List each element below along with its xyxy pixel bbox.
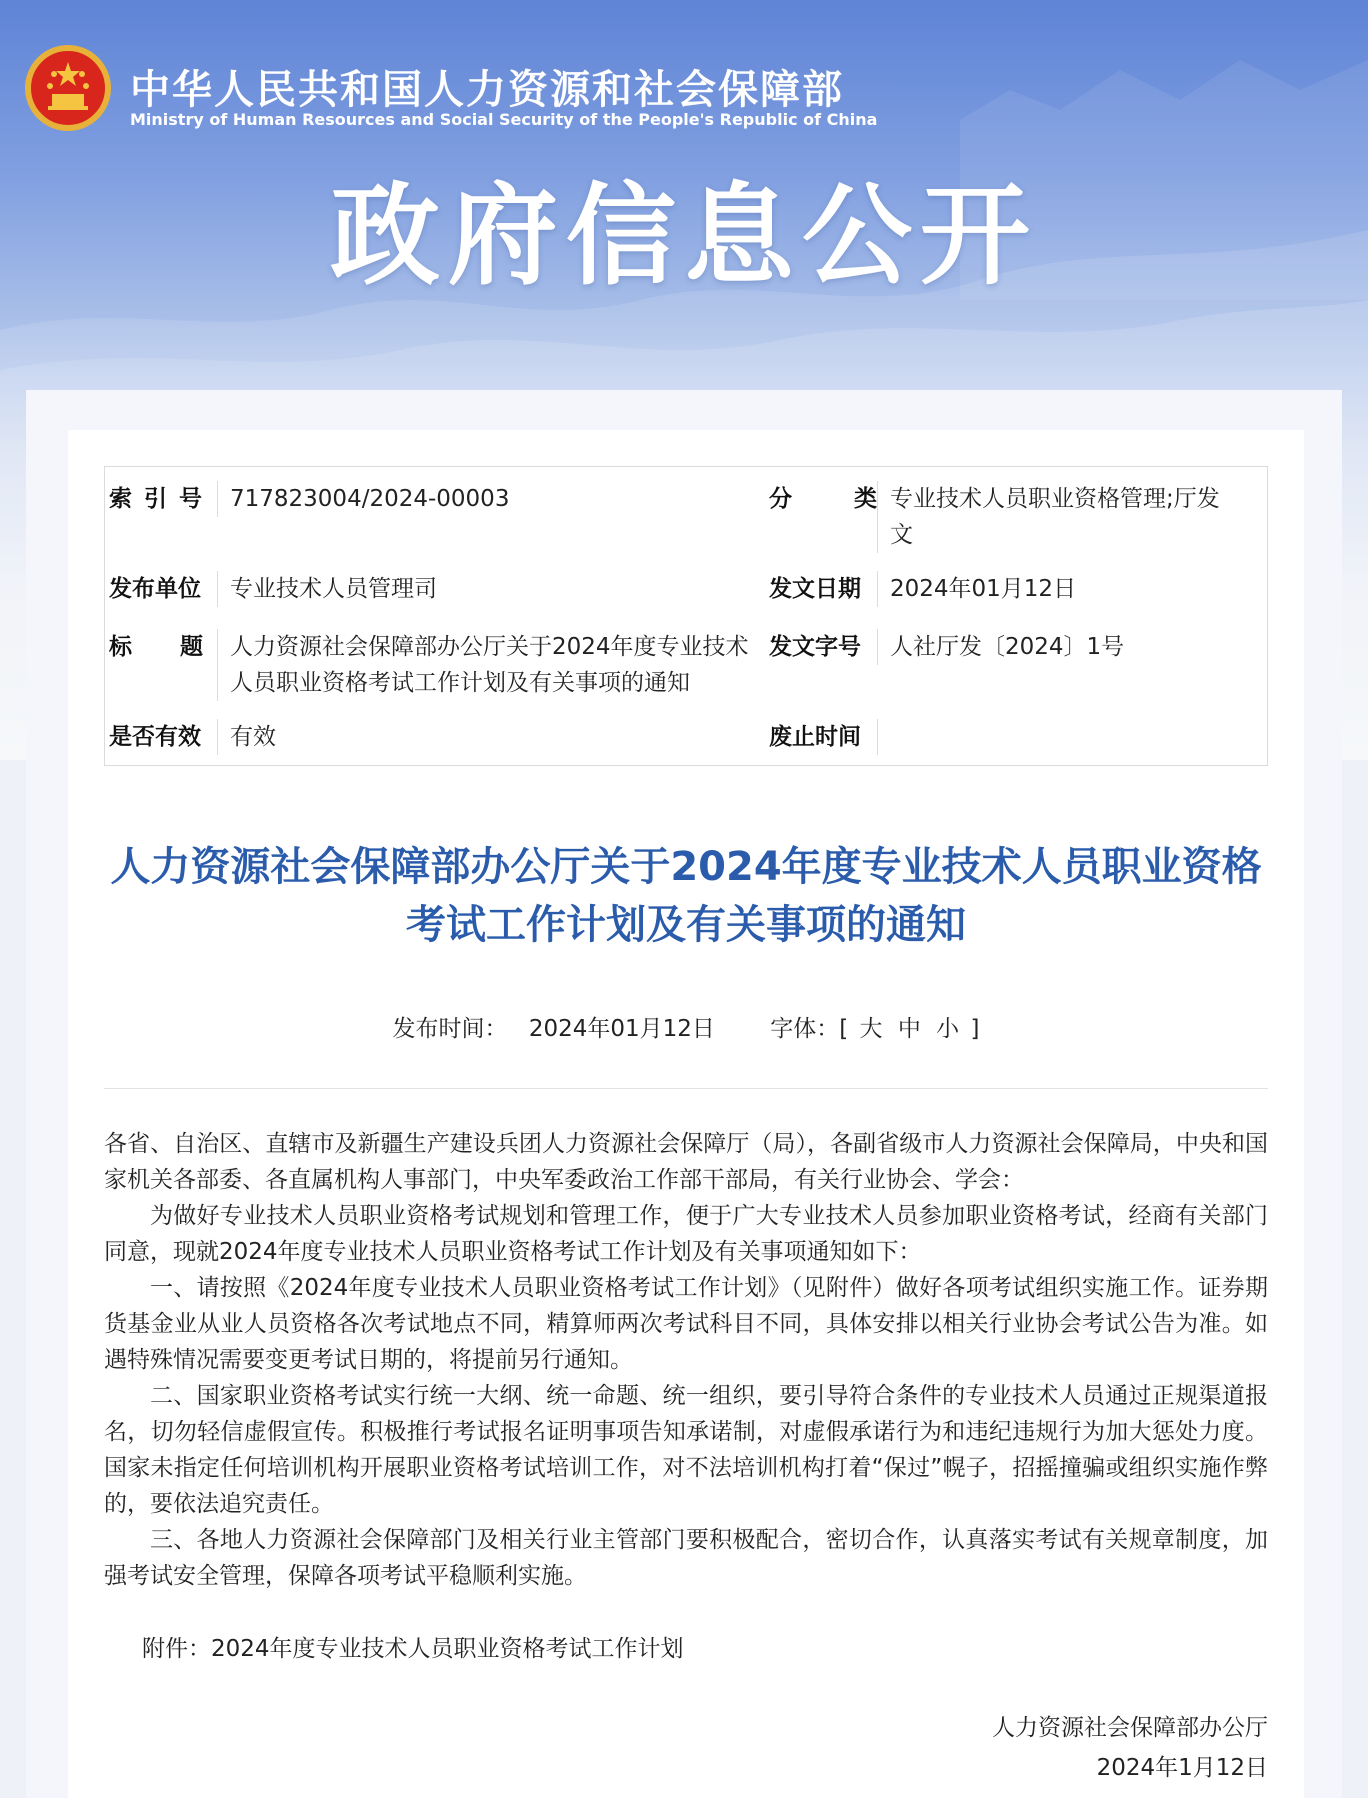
attachment-link[interactable]: 附件：2024年度专业技术人员职业资格考试工作计划	[142, 1636, 684, 1662]
signoff-organization: 人力资源社会保障部办公厅	[992, 1715, 1268, 1741]
font-size-large-button[interactable]: 大	[859, 1016, 883, 1042]
body-paragraph-2: 二、国家职业资格考试实行统一大纲、统一命题、统一组织，要引导符合条件的专业技术人员通过正规渠道报名，切勿轻信虚假宣传。积极推行考试报名证明事项告知承诺制，对虚假承诺行为和违纪违规行为加大惩处力度。国家未指定任何培训机构开展职业资格考试培训工作，对不法培训机构打着“保过”幌子，招摇撞骗或组织实施作弊的，要依法追究责任。	[104, 1383, 1268, 1517]
portal-title: 政府信息公开	[330, 172, 1038, 300]
document-body	[104, 1126, 1268, 1594]
divider	[104, 1088, 1268, 1089]
font-size-medium-button[interactable]: 中	[897, 1016, 921, 1042]
issue-date-value: 2024年01月12日	[877, 571, 1233, 607]
index-number-label: 索 引 号	[109, 486, 205, 512]
document-metadata-table	[104, 466, 1268, 766]
font-size-label: 字体：[	[770, 1016, 849, 1042]
title-label: 标 题	[109, 634, 204, 660]
salutation: 各省、自治区、直辖市及新疆生产建设兵团人力资源社会保障厅（局），各副省级市人力资源社会保障局，中央和国家机关各部委、各直属机构人事部门，中央军委政治工作部干部局，有关行业协会、学会：	[104, 1131, 1268, 1193]
publish-info-bar	[104, 1010, 1268, 1043]
validity-value: 有效	[217, 719, 737, 755]
document-title: 人力资源社会保障部办公厅关于2024年度专业技术人员职业资格考试工作计划及有关事项的通知	[110, 844, 1262, 948]
doc-number-value: 人社厅发〔2024〕1号	[877, 629, 1233, 665]
category-label: 分 类	[769, 486, 880, 512]
body-paragraph-1: 一、请按照《2024年度专业技术人员职业资格考试工作计划》（见附件）做好各项考试组织实施工作。证券期货基金业从业人员资格各次考试地点不同，精算师两次考试科目不同，具体安排以相关行业协会考试公告为准。如遇特殊情况需要变更考试日期的，将提前另行通知。	[104, 1275, 1268, 1373]
publisher-value: 专业技术人员管理司	[217, 571, 737, 607]
category-value: 专业技术人员职业资格管理;厅发文	[877, 481, 1233, 553]
font-size-small-button[interactable]: 小	[936, 1016, 960, 1042]
ministry-name-english: Ministry of Human Resources and Social Security of the People's Republic of China	[130, 110, 878, 129]
publish-time-label: 发布时间：	[392, 1016, 508, 1042]
body-paragraph-intro: 为做好专业技术人员职业资格考试规划和管理工作，便于广大专业技术人员参加职业资格考试，经商有关部门同意，现就2024年度专业技术人员职业资格考试工作计划及有关事项通知如下：	[104, 1203, 1268, 1265]
publisher-label: 发布单位	[109, 576, 201, 602]
body-paragraph-3: 三、各地人力资源社会保障部门及相关行业主管部门要积极配合，密切合作，认真落实考试有关规章制度，加强考试安全管理，保障各项考试平稳顺利实施。	[104, 1527, 1268, 1589]
expiry-value	[877, 719, 1233, 755]
validity-label: 是否有效	[109, 724, 201, 750]
issue-date-label: 发文日期	[769, 576, 861, 602]
title-value: 人力资源社会保障部办公厅关于2024年度专业技术人员职业资格考试工作计划及有关事项的通知	[217, 629, 757, 701]
national-emblem-icon	[24, 44, 112, 132]
publish-time-value: 2024年01月12日	[528, 1016, 715, 1042]
font-size-close: ]	[970, 1016, 980, 1042]
signoff-date: 2024年1月12日	[1096, 1755, 1268, 1781]
expiry-label: 废止时间	[769, 724, 861, 750]
doc-number-label: 发文字号	[769, 634, 861, 660]
index-number-value: 717823004/2024-00003	[217, 481, 737, 517]
signoff-block	[992, 1708, 1268, 1788]
ministry-name-chinese: 中华人民共和国人力资源和社会保障部	[130, 67, 844, 113]
